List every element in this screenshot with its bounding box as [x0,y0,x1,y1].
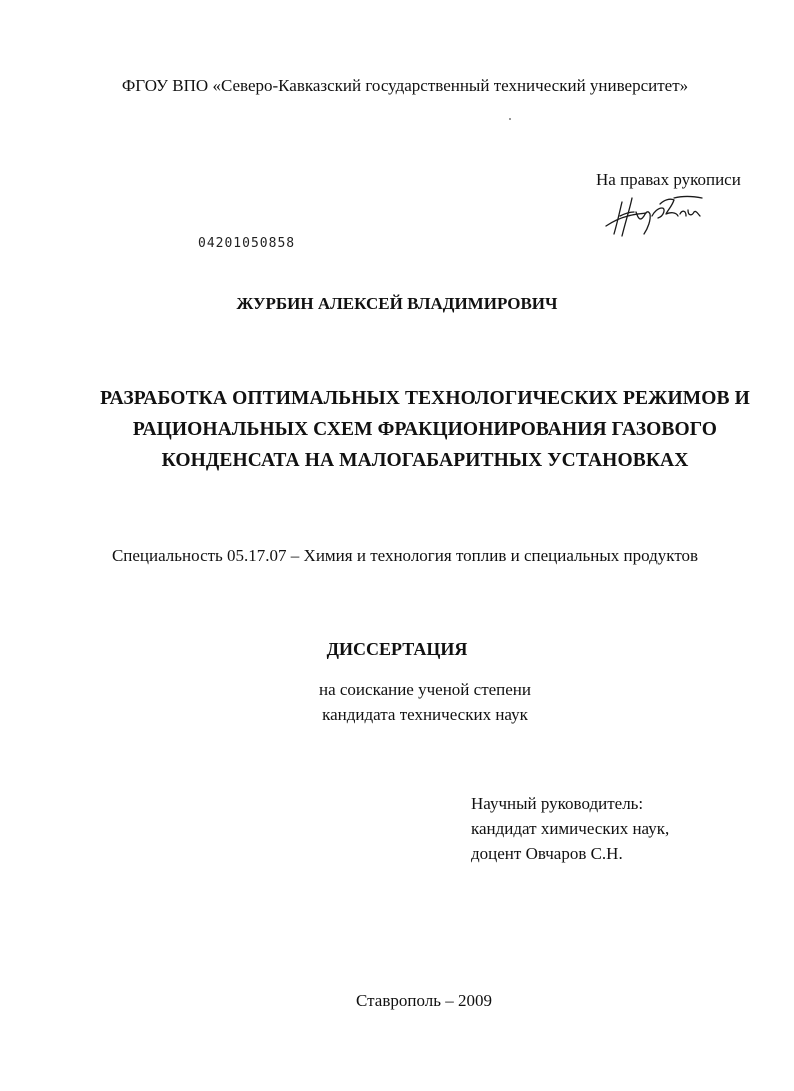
work-type-label: ДИССЕРТАЦИЯ [326,639,468,659]
supervisor-block [471,791,669,866]
specialty-line: Специальность 05.17.07 – Химия и технология топлив и специальных продуктов [111,546,699,565]
manuscript-rights-note: На правах рукописи [596,170,741,189]
supervisor-line: доцент Овчаров С.Н. [471,844,623,863]
title-line: РАЗРАБОТКА ОПТИМАЛЬНЫХ ТЕХНОЛОГИЧЕСКИХ РЕЖИМОВ И [100,388,750,409]
degree-statement [0,677,794,727]
archive-stamp-number: 04201050858 [198,236,296,251]
supervisor-line: кандидат химических наук, [471,819,670,838]
city-year: Ставрополь – 2009 [356,991,492,1010]
author-name: ЖУРБИН АЛЕКСЕЙ ВЛАДИМИРОВИЧ [236,294,558,313]
title-line: РАЦИОНАЛЬНЫХ СХЕМ ФРАКЦИОНИРОВАНИЯ ГАЗОВОГО [132,419,718,440]
degree-line: кандидата технических наук [322,705,528,724]
title-line: КОНДЕНСАТА НА МАЛОГАБАРИТНЫХ УСТАНОВКАХ [161,450,689,471]
dissertation-title [60,383,790,476]
supervisor-line: Научный руководитель: [471,794,644,813]
scan-speck [509,118,511,120]
institution-header: ФГОУ ВПО «Северо-Кавказский государственный технический университет» [121,76,689,95]
author-signature [602,194,710,240]
degree-line: на соискание ученой степени [318,680,532,699]
